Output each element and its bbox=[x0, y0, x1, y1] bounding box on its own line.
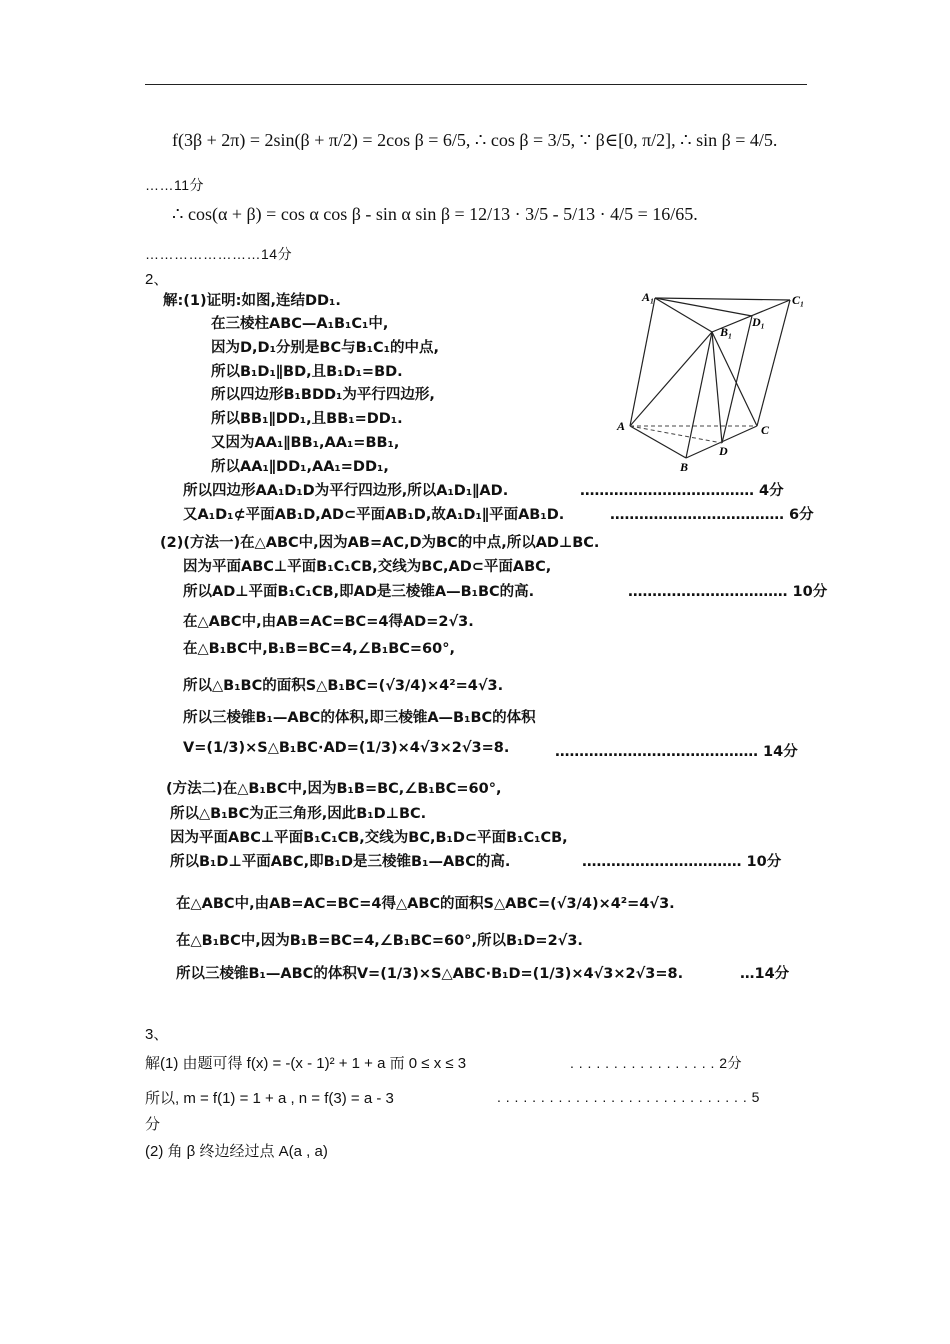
proof-line-6: 所以BB₁∥DD₁,且BB₁=DD₁. bbox=[211, 411, 403, 427]
score-14b: …14分 bbox=[740, 966, 790, 982]
header-rule bbox=[145, 84, 807, 85]
proof-line-4: 所以B₁D₁∥BD,且B₁D₁=BD. bbox=[211, 364, 403, 380]
proof-line-14: 在△ABC中,由AB=AC=BC=4得AD=2√3. bbox=[183, 614, 474, 630]
q3-line-3: (2) 角 β 终边经过点 A(a , a) bbox=[145, 1143, 328, 1160]
proof-line-18: V=(1/3)×S△B₁BC·AD=(1/3)×4√3×2√3=8. bbox=[183, 740, 510, 756]
q3-line-2b: 分 bbox=[145, 1116, 161, 1133]
question-2-number: 2、 bbox=[145, 271, 169, 288]
label-c: C bbox=[761, 423, 770, 437]
proof-line-16: 所以△B₁BC的面积S△B₁BC=(√3/4)×4²=4√3. bbox=[183, 678, 504, 694]
q3-line-2: 所以, m = f(1) = 1 + a , n = f(3) = a - 3 bbox=[145, 1090, 394, 1107]
proof-line-7: 又因为AA₁∥BB₁,AA₁=BB₁, bbox=[211, 435, 400, 451]
label-d: D bbox=[719, 444, 728, 458]
proof-line-1: 解:(1)证明:如图,连结DD₁. bbox=[163, 293, 341, 309]
score-14-top: ……………………14分 bbox=[145, 246, 293, 262]
label-d1: D₁ bbox=[752, 315, 765, 329]
score-11: ……11分 bbox=[145, 177, 205, 193]
proof-line-13: 所以AD⊥平面B₁C₁CB,即AD是三棱锥A—B₁BC的高. bbox=[183, 584, 535, 600]
score-6: ……………………………… 6分 bbox=[610, 507, 814, 523]
proof-line-10: 又A₁D₁⊄平面AB₁D,AD⊂平面AB₁D,故A₁D₁∥平面AB₁D. bbox=[183, 507, 565, 523]
proof-line-20: 所以△B₁BC为正三角形,因此B₁D⊥BC. bbox=[170, 806, 427, 822]
proof-line-22: 所以B₁D⊥平面ABC,即B₁D是三棱锥B₁—ABC的高. bbox=[170, 854, 511, 870]
proof-line-5: 所以四边形B₁BDD₁为平行四边形, bbox=[211, 387, 435, 403]
label-b1: B₁ bbox=[720, 325, 733, 339]
proof-line-12: 因为平面ABC⊥平面B₁C₁CB,交线为BC,AD⊂平面ABC, bbox=[183, 559, 552, 575]
label-a: A bbox=[617, 419, 626, 433]
proof-line-24: 在△B₁BC中,因为B₁B=BC=4,∠B₁BC=60°,所以B₁D=2√3. bbox=[176, 933, 583, 949]
equation-line-2: ∴ cos(α + β) = cos α cos β - sin α sin β = 12/13 · 3/5 - 5/13 · 4/5 = 16/65. bbox=[172, 204, 698, 224]
proof-line-15: 在△B₁BC中,B₁B=BC=4,∠B₁BC=60°, bbox=[183, 641, 455, 657]
prism-figure bbox=[612, 288, 812, 478]
proof-line-19: (方法二)在△B₁BC中,因为B₁B=BC,∠B₁BC=60°, bbox=[166, 781, 502, 797]
label-a1: A₁ bbox=[642, 290, 655, 304]
question-3-number: 3、 bbox=[145, 1026, 169, 1043]
proof-line-2: 在三棱柱ABC—A₁B₁C₁中, bbox=[211, 316, 389, 332]
score-10a: …………………………… 10分 bbox=[628, 584, 828, 600]
proof-line-21: 因为平面ABC⊥平面B₁C₁CB,交线为BC,B₁D⊂平面B₁C₁CB, bbox=[170, 830, 568, 846]
proof-line-11: (2)(方法一)在△ABC中,因为AB=AC,D为BC的中点,所以AD⊥BC. bbox=[160, 535, 600, 551]
q3-line-1: 解(1) 由题可得 f(x) = -(x - 1)² + 1 + a 而 0 ≤ x ≤ 3 bbox=[145, 1055, 467, 1072]
equation-line-1: f(3β + 2π) = 2sin(β + π/2) = 2cos β = 6/5, ∴ cos β = 3/5, ∵ β∈[0, π/2], ∴ sin β = 4/5. bbox=[172, 130, 778, 150]
score-14a: …………………………………… 14分 bbox=[555, 744, 798, 760]
q3-score-2: . . . . . . . . . . . . . . . . . 2分 bbox=[570, 1055, 743, 1071]
proof-line-8: 所以AA₁∥DD₁,AA₁=DD₁, bbox=[211, 459, 389, 475]
label-c1: C₁ bbox=[792, 293, 805, 307]
q3-score-5: . . . . . . . . . . . . . . . . . . . . . . . . . . . . . 5 bbox=[497, 1089, 760, 1105]
proof-line-3: 因为D,D₁分别是BC与B₁C₁的中点, bbox=[211, 340, 440, 356]
proof-line-25: 所以三棱锥B₁—ABC的体积V=(1/3)×S△ABC·B₁D=(1/3)×4√3×2√3=8. bbox=[176, 966, 684, 982]
label-b: B bbox=[680, 460, 689, 474]
proof-line-23: 在△ABC中,由AB=AC=BC=4得△ABC的面积S△ABC=(√3/4)×4²=4√3. bbox=[176, 896, 675, 912]
proof-line-17: 所以三棱锥B₁—ABC的体积,即三棱锥A—B₁BC的体积 bbox=[183, 710, 536, 726]
score-10b: …………………………… 10分 bbox=[582, 854, 782, 870]
score-4: ……………………………… 4分 bbox=[580, 483, 784, 499]
proof-line-9: 所以四边形AA₁D₁D为平行四边形,所以A₁D₁∥AD. bbox=[183, 483, 509, 499]
